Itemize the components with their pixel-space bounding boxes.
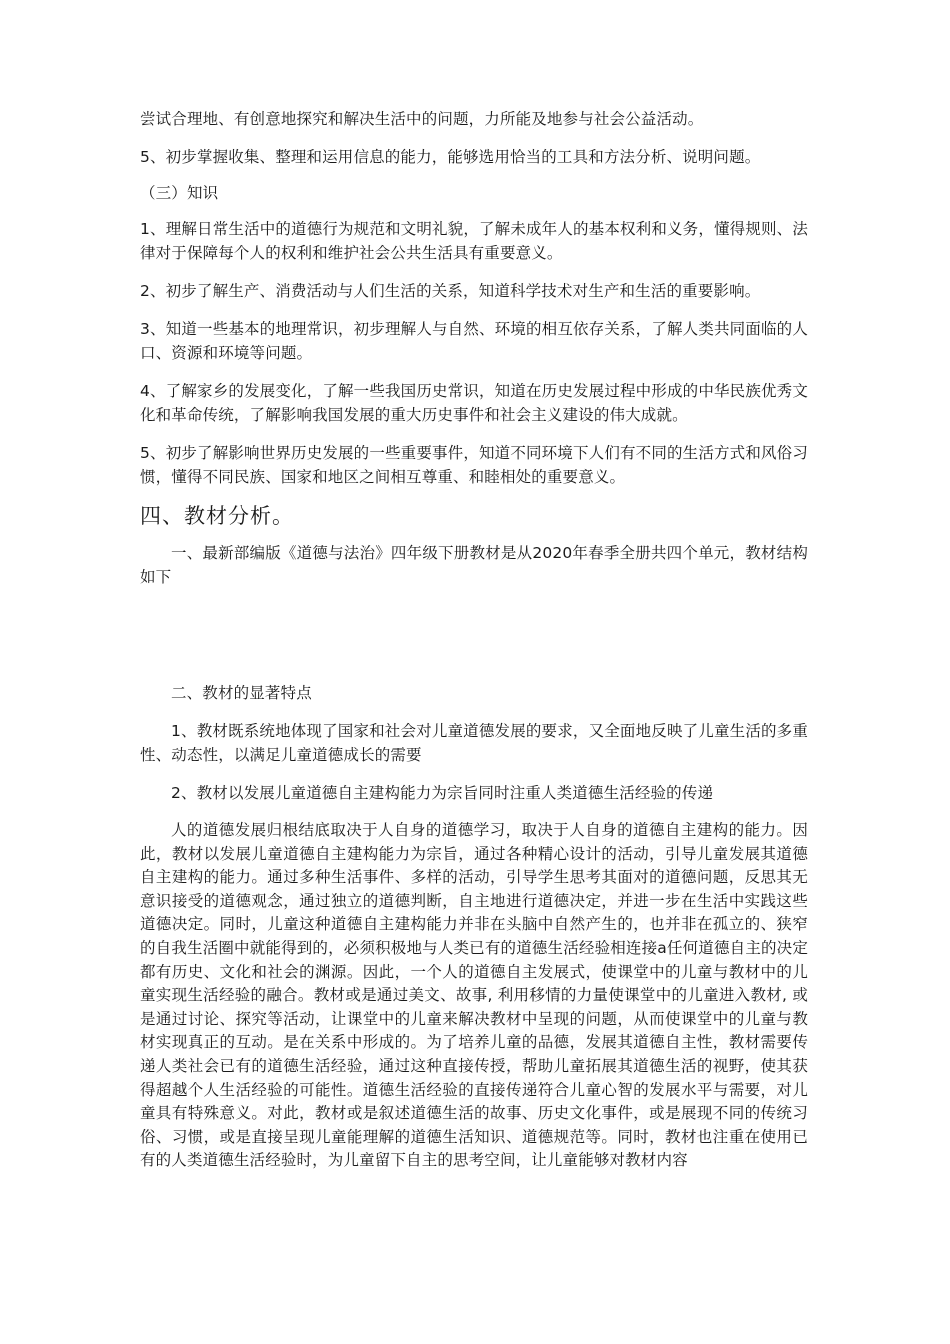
feature-2-body-paragraph: 人的道德发展归根结底取决于人自身的道德学习，取决于人自身的道德自主建构的能力。因此，教材以发展儿童道德自主建构能力为宗旨，通过各种精心设计的活动，引导儿童发展其道德自主建构的能力。通过多种生活事件、多样的活动，引导学生思考其面对的道德问题，反思其无意识接受的道德观念，通过独立的道德判断，自主地进行道德决定，并进一步在生活中实践这些道德决定。同时，儿童这种道德自主建构能力并非在头脑中自然产生的，也并非在孤立的、狭窄的自我生活圈中就能得到的，必须积极地与人类已有的道德生活经验相连接a任何道德自主的决定都有历史、文化和社会的渊源。因此，一个人的道德自主发展式，使课堂中的儿童与教材中的儿童实现生活经验的融合。教材或是通过美文、故事, 利用移情的力量使课堂中的儿童进入教材, 或是通过讨论、探究等活动，让课堂中的儿童来解决教材中呈现的问题，从而使课堂中的儿童与教材实现真正的互动。是在关系中形成的。为了培养儿童的品德，发展其道德自主性，教材需要传递人类社会已有的道德生活经验，通过这种直接传授，帮助儿童拓展其道德生活的视野，使其获得超越个人生活经验的可能性。道德生活经验的直接传递符合儿童心智的发展水平与需要，对儿童具有特殊意义。对此，教材或是叙述道德生活的故事、历史文化事件，或是展现不同的传统习俗、习惯，或是直接呈现儿童能理解的道德生活知识、道德规范等。同时，教材也注重在使用已有的人类道德生活经验时，为儿童留下自主的思考空间，让儿童能够对教材内容 <box>140 821 808 1170</box>
knowledge-item-3: 3、知道一些基本的地理常识，初步理解人与自然、环境的相互依存关系，了解人类共同面临的人口、资源和环境等问题。 <box>140 320 808 362</box>
knowledge-item-1: 1、理解日常生活中的道德行为规范和文明礼貌，了解未成年人的基本权利和义务，懂得规则、法律对于保障每个人的权利和维护社会公共生活具有重要意义。 <box>140 220 808 262</box>
feature-2-paragraph: 2、教材以发展儿童道德自主建构能力为宗旨同时注重人类道德生活经验的传递 <box>171 784 714 802</box>
features-heading: 二、教材的显著特点 <box>171 684 312 702</box>
knowledge-item-4: 4、了解家乡的发展变化，了解一些我国历史常识，知道在历史发展过程中形成的中华民族优秀文化和革命传统，了解影响我国发展的重大历史事件和社会主义建设的伟大成就。 <box>140 382 808 424</box>
knowledge-item-2: 2、初步了解生产、消费活动与人们生活的关系，知道科学技术对生产和生活的重要影响。 <box>140 282 761 300</box>
textbook-analysis-heading: 四、教材分析。 <box>140 504 294 528</box>
document-page <box>140 107 808 1173</box>
knowledge-item-5: 5、初步了解影响世界历史发展的一些重要事件，知道不同环境下人们有不同的生活方式和风俗习惯，懂得不同民族、国家和地区之间相互尊重、和睦相处的重要意义。 <box>140 444 808 486</box>
knowledge-heading: （三）知识 <box>140 184 219 202</box>
structure-figure-placeholder <box>140 603 808 681</box>
textbook-intro-paragraph: 一、最新部编版《道德与法治》四年级下册教材是从2020年春季全册共四个单元，教材结构如下 <box>140 544 808 586</box>
skills-item-5: 5、初步掌握收集、整理和运用信息的能力，能够选用恰当的工具和方法分析、说明问题。 <box>140 148 761 166</box>
skills-continuation-paragraph: 尝试合理地、有创意地探究和解决生活中的问题，力所能及地参与社会公益活动。 <box>140 110 704 128</box>
feature-1-paragraph: 1、教材既系统地体现了国家和社会对儿童道德发展的要求，又全面地反映了儿童生活的多重性、动态性，以满足儿童道德成长的需要 <box>140 722 808 764</box>
